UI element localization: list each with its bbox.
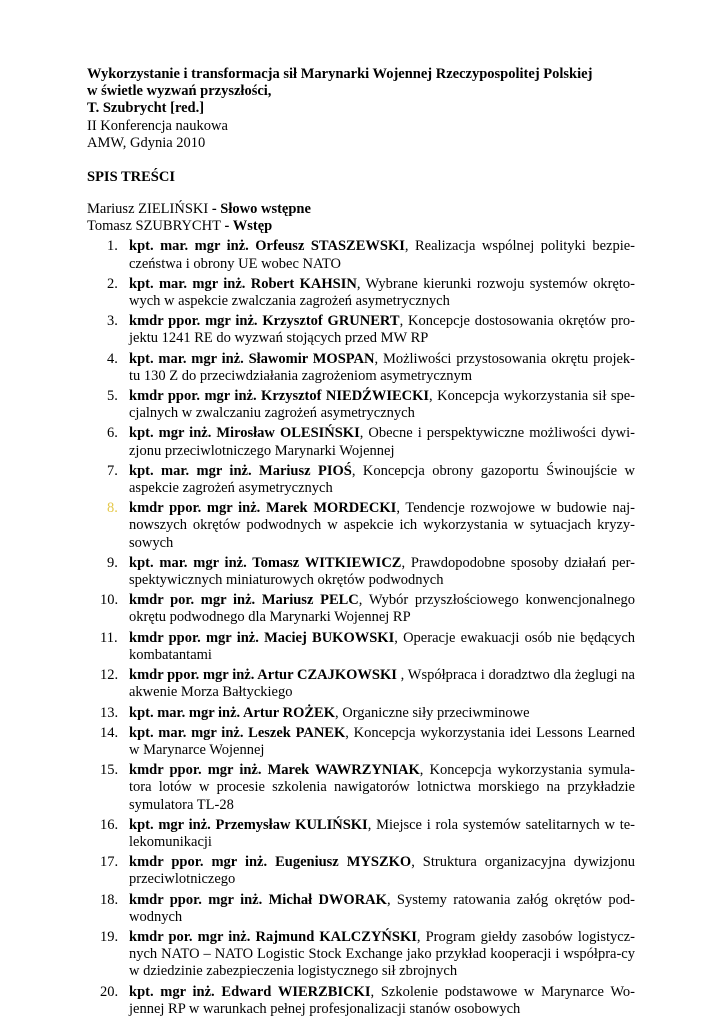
toc-entry-author: kmdr ppor. mgr inż. Marek MORDECKI (129, 500, 397, 517)
toc-entry (87, 725, 635, 759)
toc-entry (87, 425, 635, 459)
toc-entry (87, 313, 635, 347)
toc-entry-number: 15. (100, 762, 119, 779)
toc-entry-title: , Koncepcje dostosowania okrętów pro-jektu 1241 RE do wyzwań stojących przed MW RP (129, 313, 636, 347)
toc-entry (87, 238, 635, 272)
toc-entry-title: , Koncepcja obrony gazoportu Świnoujście w aspekcie zagrożeń asymetrycznych (129, 462, 635, 497)
conference-line: II Konferencja naukowa (87, 117, 228, 134)
toc-entry-author: kmdr por. mgr inż. Mariusz PELC (129, 592, 359, 609)
toc-entry-author: kpt. mar. mgr inż. Tomasz WITKIEWICZ (129, 554, 402, 571)
toc-entry (87, 630, 635, 664)
toc-entry-title: , Obecne i perspektywiczne możliwości dywi-zjonu przeciwlotniczego Marynarki Wojennej (129, 425, 635, 459)
toc-entry-title: , Miejsce i rola systemów satelitarnych w te-lekomunikacji (129, 816, 635, 850)
toc-entry (87, 705, 635, 722)
toc-entry (87, 463, 635, 497)
toc-entry (87, 592, 635, 626)
toc-entry-author: kmdr ppor. mgr inż. Eugeniusz MYSZKO (129, 854, 412, 871)
toc-entry-title: , Koncepcja wykorzystania idei Lessons Learned w Marynarce Wojennej (129, 724, 636, 758)
toc-entry-title: , Szkolenie podstawowe w Marynarce Wo-jennej RP w warunkach pełnej profesjonalizacji stanów osobowych (129, 983, 635, 1017)
intro-entries (87, 201, 635, 235)
toc-entry-title: , Program giełdy zasobów logistycz-nych NATO – NATO Logistic Stock Exchange jako przykład kooperacji i współpra-cy w dziedzinie zabezpieczenia logistycznego sił zbrojnych (129, 928, 635, 980)
toc-entry-number: 16. (100, 816, 119, 833)
toc-entry-author: kmdr ppor. mgr inż. Krzysztof NIEDŹWIECKI (129, 388, 430, 405)
toc-list (87, 238, 635, 1018)
toc-entry-author: kpt. mar. mgr inż. Artur ROŻEK (129, 704, 335, 721)
toc-entry-title: , Koncepcja wykorzystania symula-tora lotów w procesie szkolenia nawigatorów lotnictwa morskiego na przykładzie symulatora TL-28 (129, 762, 635, 813)
toc-entry-number: 1. (107, 238, 118, 255)
toc-entry-number: 14. (100, 724, 119, 741)
toc-entry-title: , Koncepcja wykorzystania sił spe-cjalnych w zwalczaniu zagrożeń asymetrycznych (129, 388, 635, 422)
editor-line: T. Szubrycht [red.] (87, 100, 205, 117)
toc-entry-number: 5. (107, 388, 118, 405)
book-title-line-2: w świetle wyzwań przyszłości, (87, 83, 272, 100)
toc-entry-number: 13. (100, 704, 119, 721)
place-date-line: AMW, Gdynia 2010 (87, 134, 206, 151)
toc-entry-title: , Realizacja wspólnej polityki bezpie-czeństwa i obrony UE wobec NATO (129, 238, 635, 272)
toc-entry-number: 6. (107, 425, 118, 442)
toc-entry-title: , Tendencje rozwojowe w budowie naj-nowszych okrętów podwodnych w aspekcie ich wykorzystania w sytuacjach kryzy-sowych (129, 500, 635, 551)
toc-entry-title: , Możliwości przystosowania okrętu projek-tu 130 Z do przeciwdziałania zagrożeniom asymetrycznym (129, 350, 635, 384)
toc-entry (87, 555, 635, 589)
toc-entry (87, 762, 635, 814)
toc-entry-title: , Wybór przyszłościowego konwencjonalnego okrętu podwodnego dla Marynarki Wojennej RP (129, 592, 636, 626)
toc-entry-title: , Systemy ratowania załóg okrętów pod-wodnych (129, 891, 635, 925)
toc-entry-number: 2. (107, 275, 118, 292)
toc-entry-title: , Struktura organizacyjna dywizjonu przeciwlotniczego (129, 854, 635, 888)
toc-entry-author: kpt. mar. mgr inż. Mariusz PIOŚ (129, 462, 352, 479)
toc-entry-title: , Organiczne siły przeciwminowe (334, 704, 530, 721)
toc-entry-author: kmdr ppor. mgr inż. Marek WAWRZYNIAK (129, 762, 420, 779)
document-page (87, 66, 635, 1018)
toc-entry (87, 854, 635, 888)
toc-entry-title: , Współpraca i doradztwo dla żeglugi na akwenie Morza Bałtyckiego (129, 667, 635, 701)
book-title-line-1: Wykorzystanie i transformacja sił Marynarki Wojennej Rzeczypospolitej Polskiej (87, 66, 593, 82)
toc-entry-author: kpt. mgr inż. Przemysław KULIŃSKI (129, 816, 368, 833)
toc-entry-number: 17. (100, 854, 119, 871)
toc-entry (87, 892, 635, 926)
toc-entry-author: kpt. mar. mgr inż. Leszek PANEK (129, 724, 346, 741)
intro-author: Mariusz ZIELIŃSKI (87, 201, 209, 218)
toc-entry (87, 388, 635, 422)
intro-title: - Wstęp (220, 218, 273, 235)
toc-entry (87, 276, 635, 310)
toc-entry-number: 3. (107, 313, 118, 330)
toc-entry-number: 8. (107, 500, 118, 517)
toc-entry-author: kmdr ppor. mgr inż. Maciej BUKOWSKI (129, 629, 395, 646)
toc-entry-number: 4. (107, 350, 118, 367)
toc-entry-author: kmdr ppor. mgr inż. Krzysztof GRUNERT (129, 313, 400, 330)
toc-entry-author: kpt. mar. mgr inż. Orfeusz STASZEWSKI (129, 238, 405, 255)
toc-entry-number: 20. (100, 983, 119, 1000)
toc-entry-author: kmdr por. mgr inż. Rajmund KALCZYŃSKI (129, 928, 417, 945)
toc-entry-title: , Wybrane kierunki rozwoju systemów okręto-wych w aspekcie zwalczania zagrożeń asymetrycznych (129, 275, 635, 310)
toc-entry-author: kpt. mar. mgr inż. Sławomir MOSPAN (129, 350, 375, 367)
intro-entry (87, 201, 635, 218)
toc-entry-author: kpt. mgr inż. Edward WIERZBICKI (129, 983, 371, 1000)
toc-entry-number: 7. (107, 462, 118, 479)
toc-entry-author: kmdr ppor. mgr inż. Artur CZAJKOWSKI (129, 667, 397, 684)
toc-heading: SPIS TREŚCI (87, 169, 175, 186)
intro-title: - Słowo wstępne (208, 201, 311, 218)
toc-entry-number: 10. (100, 592, 119, 609)
intro-entry (87, 218, 635, 235)
toc-entry (87, 500, 635, 552)
toc-entry-author: kpt. mgr inż. Mirosław OLESIŃSKI (129, 425, 360, 442)
document-header (87, 66, 635, 152)
toc-entry-number: 18. (100, 891, 119, 908)
toc-entry-author: kpt. mar. mgr inż. Robert KAHSIN (129, 275, 357, 292)
toc-entry (87, 817, 635, 851)
toc-entry (87, 929, 635, 981)
toc-entry-title: , Prawdopodobne sposoby działań per-spektywicznych miniaturowych okrętów podwodnych (129, 554, 635, 589)
toc-entry-number: 19. (100, 928, 119, 945)
intro-author: Tomasz SZUBRYCHT (87, 218, 221, 235)
toc-entry (87, 667, 635, 701)
toc-entry-number: 12. (100, 667, 119, 684)
toc-entry-number: 9. (107, 554, 118, 571)
toc-entry (87, 351, 635, 385)
toc-entry-title: , Operacje ewakuacji osób nie będących kombatantami (129, 629, 635, 663)
toc-entry-author: kmdr ppor. mgr inż. Michał DWORAK (129, 891, 387, 908)
toc-entry-number: 11. (100, 629, 118, 646)
toc-entry (87, 984, 635, 1018)
